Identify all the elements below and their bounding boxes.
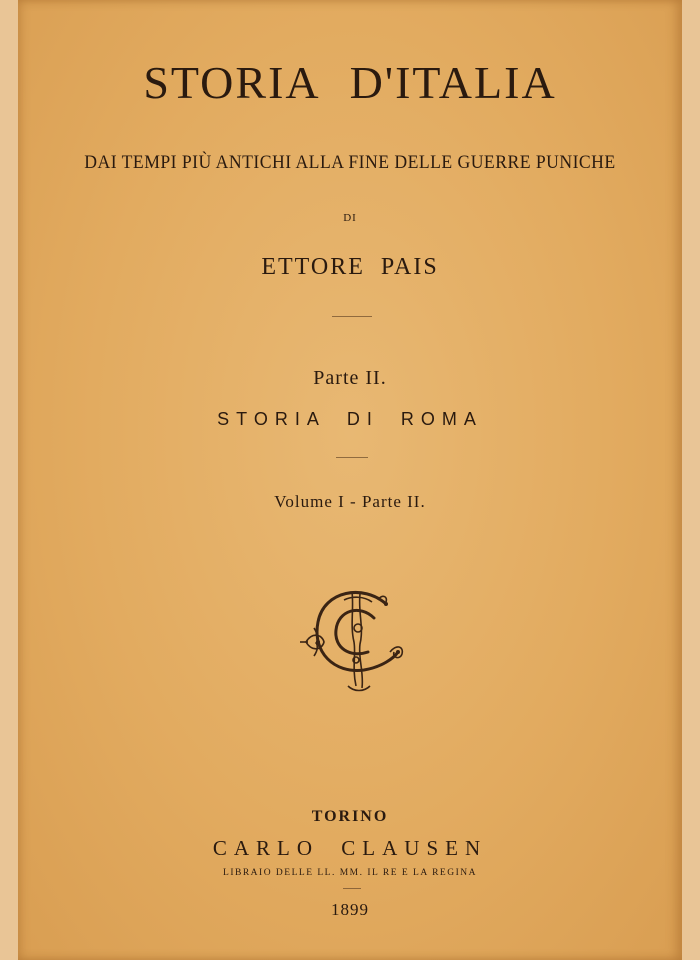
imprint-year: 1899	[331, 900, 369, 919]
title-page	[18, 0, 682, 960]
divider-rule	[332, 316, 372, 317]
book-subtitle: DAI TEMPI PIÙ ANTICHI ALLA FINE DELLE GUERRE PUNICHE	[84, 152, 616, 173]
divider-rule	[336, 457, 368, 458]
part-label: Parte II.	[313, 367, 387, 389]
book-title: STORIA D'ITALIA	[143, 57, 557, 108]
divider-rule	[343, 888, 361, 889]
imprint-description: LIBRAIO DELLE LL. MM. IL RE E LA REGINA	[223, 868, 477, 878]
imprint-publisher: CARLO CLAUSEN	[212, 836, 488, 860]
byline-di: DI	[343, 212, 357, 224]
imprint-city: TORINO	[311, 808, 389, 825]
part-title: STORIA DI ROMA	[217, 409, 483, 429]
author-name: ETTORE PAIS	[261, 254, 439, 280]
volume-label: Volume I - Parte II.	[274, 492, 426, 511]
publisher-monogram-icon	[294, 582, 410, 700]
